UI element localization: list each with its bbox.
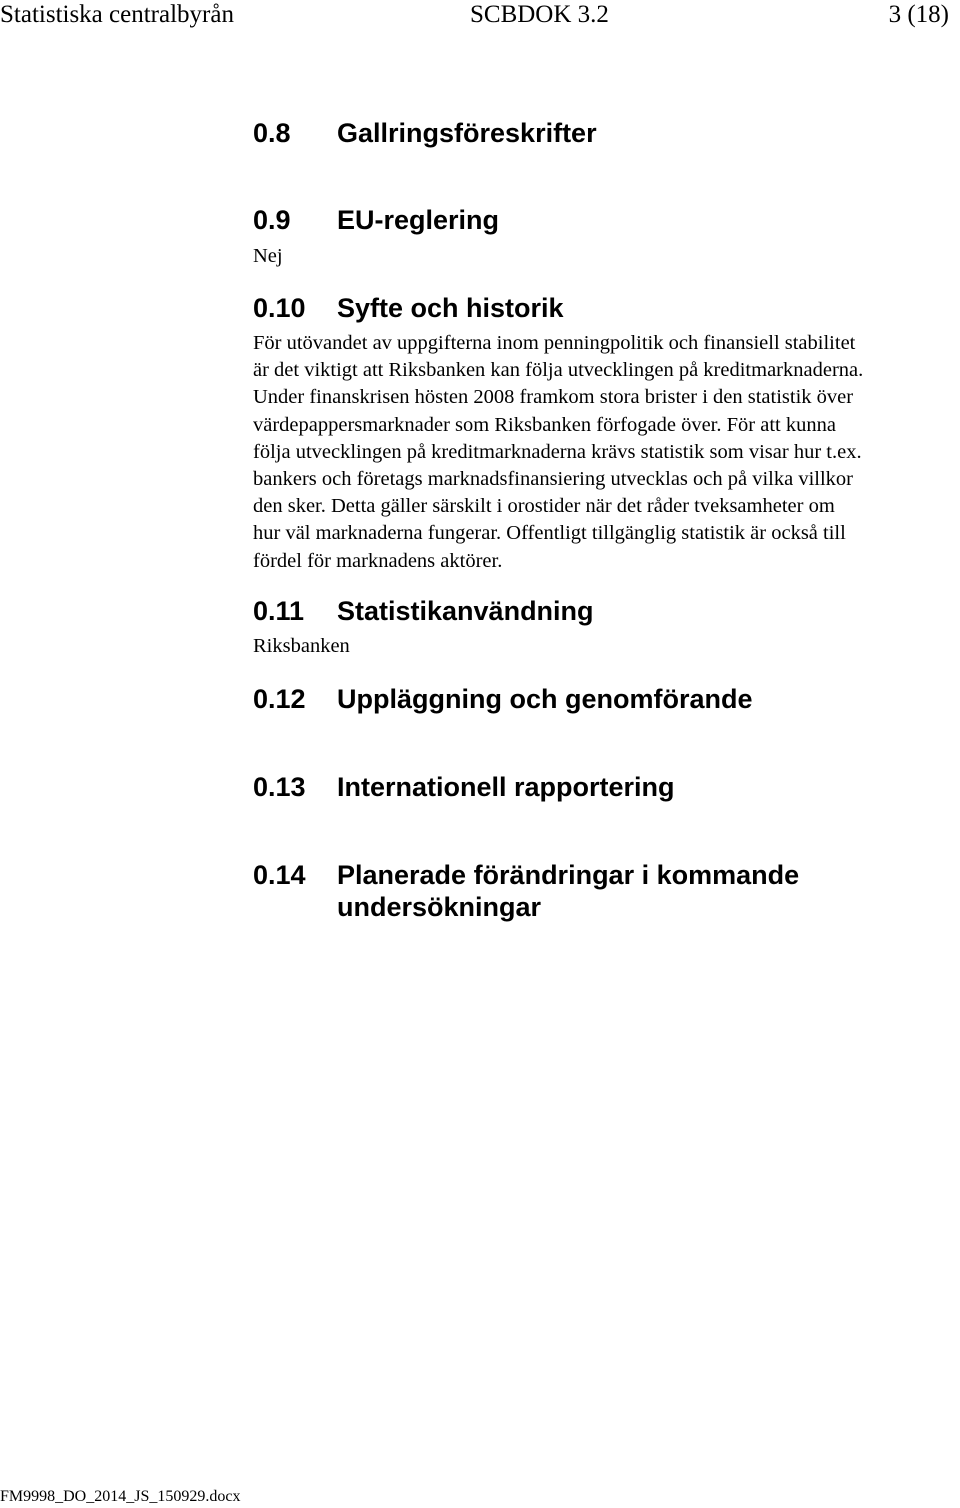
paragraph-line: värdepappersmarknader som Riksbanken förfogade över. För att kunna — [253, 413, 836, 436]
paragraph-line: följa utvecklingen på kreditmarknaderna krävs statistik som visar hur t.ex. — [253, 440, 862, 463]
section-number: 0.14 — [253, 860, 306, 890]
page-footer — [0, 1488, 240, 1506]
section-heading-0-11 — [253, 595, 933, 627]
footer-filename: FM9998_DO_2014_JS_150929.docx — [0, 1488, 241, 1505]
section-title-line: Planerade förändringar i kommande — [337, 860, 800, 890]
section-number: 0.12 — [253, 684, 306, 714]
paragraph-line: fördel för marknadens aktörer. — [253, 549, 503, 572]
section-heading-0-12 — [253, 683, 933, 715]
section-heading-0-8 — [253, 117, 933, 149]
paragraph-line: Under finanskrisen hösten 2008 framkom stora brister i den statistik över — [253, 386, 854, 409]
section-body-0-9: Nej — [253, 245, 283, 267]
section-heading-0-10 — [253, 292, 933, 324]
paragraph-line: den sker. Detta gäller särskilt i orostider när det råder tveksamheter om — [253, 495, 835, 518]
section-number: 0.8 — [253, 118, 291, 148]
section-title: EU-reglering — [337, 205, 500, 235]
paragraph-line: hur väl marknaderna fungerar. Offentligt tillgänglig statistik är också till — [253, 522, 846, 545]
section-number: 0.11 — [253, 596, 305, 626]
section-title: Internationell rapportering — [337, 772, 675, 802]
section-body-0-11: Riksbanken — [253, 635, 350, 657]
section-heading-0-14 — [253, 859, 933, 923]
section-body-0-10 — [253, 330, 953, 575]
section-title: Statistikanvändning — [337, 596, 594, 626]
paragraph-line: bankers och företags marknadsfinansiering utvecklas och på vilka villkor — [253, 468, 854, 491]
page-header — [0, 0, 960, 30]
section-heading-0-13 — [253, 771, 933, 803]
page-number: 3 (18) — [888, 1, 949, 28]
section-heading-0-9 — [253, 204, 933, 236]
paragraph-line: För utövandet av uppgifterna inom penningpolitik och finansiell stabilitet — [253, 332, 856, 354]
paragraph-line: är det viktigt att Riksbanken kan följa utvecklingen på kreditmarknaderna. — [253, 359, 864, 382]
section-number: 0.10 — [253, 293, 306, 323]
section-title: Syfte och historik — [337, 293, 564, 323]
document-code: SCBDOK 3.2 — [470, 1, 609, 28]
section-title-line: undersökningar — [337, 892, 542, 922]
section-title: Gallringsföreskrifter — [337, 118, 597, 148]
section-title: Uppläggning och genomförande — [337, 684, 753, 714]
section-number: 0.13 — [253, 772, 306, 802]
section-number: 0.9 — [253, 205, 291, 235]
organization-name: Statistiska centralbyrån — [0, 1, 234, 28]
